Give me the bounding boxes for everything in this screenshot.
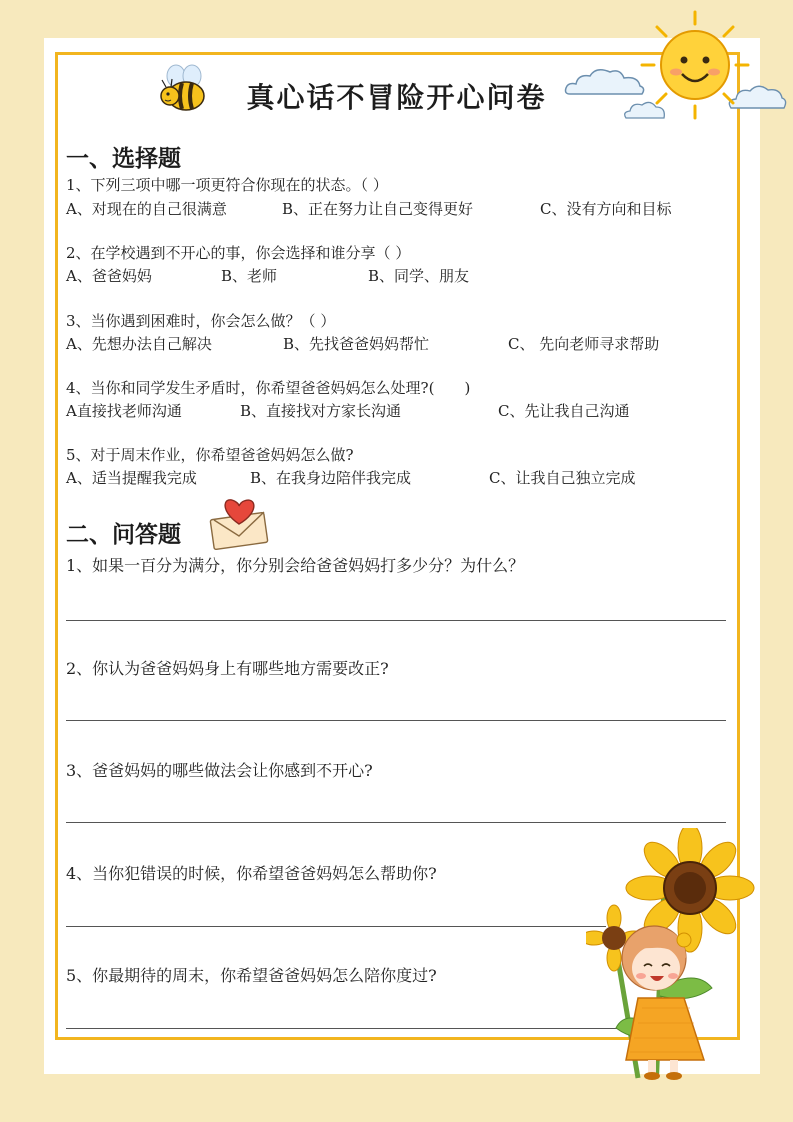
answer-line-4[interactable]	[66, 926, 606, 927]
bee-icon	[156, 64, 210, 114]
answer-line-3[interactable]	[66, 822, 726, 823]
option-b[interactable]: B、正在努力让自己变得更好	[282, 200, 474, 218]
page-title: 真心话不冒险开心问卷	[246, 81, 547, 114]
section-qa-heading: 二、问答题	[66, 521, 181, 548]
option-b[interactable]: B、先找爸爸妈妈帮忙	[283, 335, 430, 353]
option-b[interactable]: B、在我身边陪伴我完成	[250, 469, 412, 487]
choice-options-2	[66, 265, 726, 287]
option-b[interactable]: B、老师	[221, 267, 278, 285]
choice-options-5	[66, 467, 726, 489]
option-a[interactable]: A、先想办法自己解决	[66, 335, 212, 353]
cloud-icon	[562, 64, 648, 100]
option-a[interactable]: A、适当提醒我完成	[66, 469, 197, 487]
choice-options-4	[66, 400, 726, 422]
option-b[interactable]: B、直接找对方家长沟通	[240, 402, 402, 420]
choice-question-1: 1、下列三项中哪一项更符合你现在的状态。（ ）	[66, 176, 388, 194]
answer-line-1[interactable]	[66, 620, 726, 621]
option-c[interactable]: C、让我自己独立完成	[489, 469, 636, 487]
answer-line-5[interactable]	[66, 1028, 626, 1029]
option-c[interactable]: C、没有方向和目标	[540, 200, 672, 218]
answer-line-2[interactable]	[66, 720, 726, 721]
choice-question-5: 5、对于周末作业，你希望爸爸妈妈怎么做?	[66, 446, 354, 464]
option-a[interactable]: A、对现在的自己很满意	[66, 200, 227, 218]
choice-question-2: 2、在学校遇到不开心的事，你会选择和谁分享（ ）	[66, 244, 411, 262]
heart-envelope-icon	[208, 494, 270, 550]
qa-question-1: 1、如果一百分为满分，你分别会给爸爸妈妈打多少分？为什么？	[66, 556, 525, 575]
choice-question-3: 3、当你遇到困难时，你会怎么做？（ ）	[66, 312, 336, 330]
option-c[interactable]: C、 先向老师寻求帮助	[508, 335, 660, 353]
choice-options-3	[66, 333, 726, 355]
option-a[interactable]: A直接找老师沟通	[66, 402, 182, 420]
qa-question-3: 3、爸爸妈妈的哪些做法会让你感到不开心?	[66, 761, 373, 780]
option-c[interactable]: C、先让我自己沟通	[498, 402, 630, 420]
choice-question-4: 4、当你和同学发生矛盾时，你希望爸爸妈妈怎么处理?( )	[66, 379, 471, 397]
qa-question-2: 2、你认为爸爸妈妈身上有哪些地方需要改正?	[66, 659, 389, 678]
option-a[interactable]: A、爸爸妈妈	[66, 267, 152, 285]
sunflower-girl-illustration	[586, 828, 762, 1082]
sun-icon	[640, 10, 750, 120]
section-choice-heading: 一、选择题	[66, 145, 181, 172]
option-c[interactable]: B、同学、朋友	[368, 267, 470, 285]
qa-question-4: 4、当你犯错误的时候，你希望爸爸妈妈怎么帮助你?	[66, 864, 437, 883]
choice-options-1	[66, 198, 726, 220]
qa-question-5: 5、你最期待的周末，你希望爸爸妈妈怎么陪你度过?	[66, 966, 437, 985]
